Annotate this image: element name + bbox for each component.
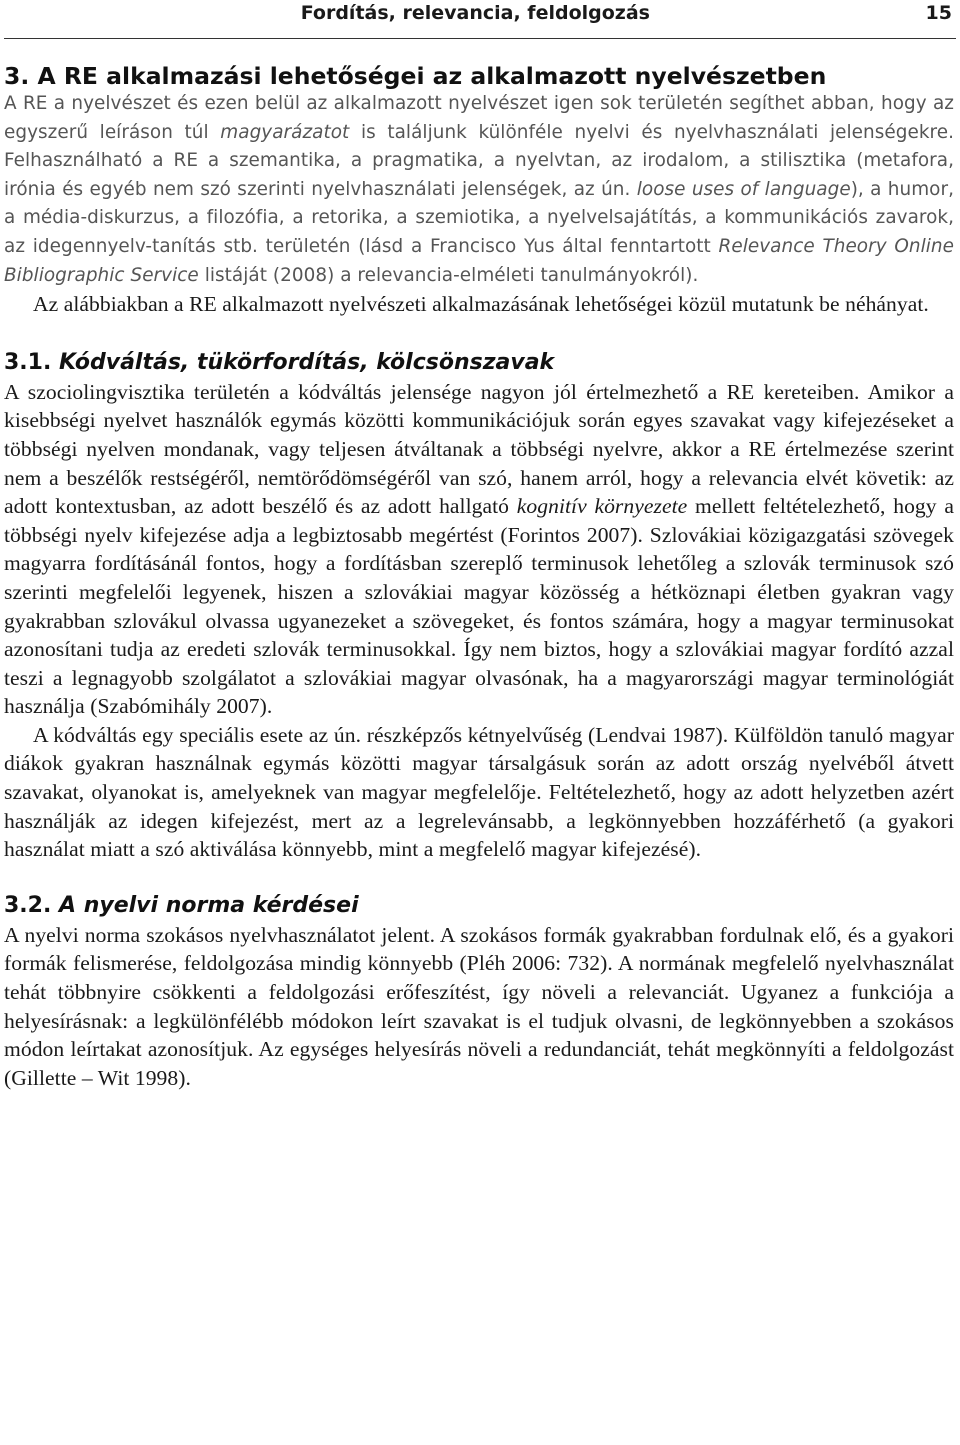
subsection-title-3-2 [4,891,954,921]
emphasis: loose uses of language [636,178,851,200]
subsection-title-3-1 [4,348,954,378]
running-header [4,0,956,39]
text-run: A szociolingvisztika területén a kódváltás jelensége nagyon jól értelmezhető a RE kereteiben. Amikor a kisebbségi nyelvet használók egymás közötti kommunikációjuk során egyes szavakat vagy kifejezéseket a többségi nyelven mondanak, vagy teljesen átváltanak a többségi nyelvre, akkor a RE értelmezése szerint nem a beszélők restségéről, nemtörődömségéről van szó, hanem arról, hogy a relevancia elvét követik: az adott kontextusban, az adott beszélő és az adott hallgató [4,379,954,519]
spacer [4,864,954,891]
text-run: listáját (2008) a relevancia-elméleti tanulmányokról). [198,264,699,286]
main-content [4,62,954,1092]
section-paragraph-2: Az alábbiakban a RE alkalmazott nyelvészeti alkalmazásának lehetőségei közül mutatunk be néhányat. [33,292,929,317]
text-run: Felhasználható a RE a szemantika, a pragmatika, a nyelvtan, az irodalom, a stilisztika (metafora, irónia és egyéb nem szó szerinti nyelvhasználati jelenségek, az ún. [4,150,954,200]
subsection-2-paragraph-1: A nyelvi norma szokásos nyelvhasználatot jelent. A szokásos formák gyakrabban fordulnak elő, és a gyakori formák felismerése, feldolgozása mindig könnyebb (Pléh 2006: 732). A normának megfelelő nyelvhasználat tehát többnyire csökkenti a feldolgozási erőfeszítést, így növeli a relevanciát. Ugyanez a funkciója a helyesírásnak: a legkülönfélébb módokon leírt szavakat is el tudjuk olvasni, de legkönnyebben a szokásos módon leírtakat azonosítjuk. Az egységes helyesírás növeli a redundanciát, tehát megkönnyíti a feldolgozást (Gillette – Wit 1998). [4,922,954,1090]
emphasis: magyarázatot [220,121,350,143]
text-run: is találjunk különféle nyelvi és nyelvhasználati jelenségekre. [349,121,954,143]
emphasis: kognitív környezete [516,494,688,519]
subsection-text: Kódváltás, tükörfordítás, kölcsönszavak [59,349,555,375]
subsection-text: A nyelvi norma kérdései [59,892,359,918]
subsection-1-paragraph-1 [4,378,954,721]
subsection-number: 3.2. [4,892,52,918]
page-number: 15 [925,2,952,24]
text-run: ), a humor, a média-diskurzus, a filozófia, a retorika, a szemiotika, a nyelvelsajátítás, a kommunikációs zavarok, az idegennyelv-tanítás stb. területén (lásd a Francisco Yus által fenntartott [4,178,954,257]
spacer [4,319,954,348]
emphasis: Relevance Theory Online Bibliographic Service [4,235,954,286]
subsection-1-paragraph-2: A kódváltás egy speciális esete az ún. részképzős kétnyelvűség (Lendvai 1987). Külföldön tanuló magyar diákok gyakran használnak egymás közötti magyar társalgásuk során az adott ország nyelvéből átvett szavakat, olyanokat is, amelyeknek van magyar megfelelője. Feltételezhető, hogy az adott helyzetben azért használják az idegen kifejezést, mert az a legrelevánsabb, a legkönnyebben hozzáférhető (a gyakori használat miatt a szó aktiválása könnyebb, mint a megfelelő magyar kifejezésé). [4,722,954,862]
running-title: Fordítás, relevancia, feldolgozás [300,2,650,24]
section-paragraph-1 [4,90,954,290]
text-run: mellett feltételezhető, hogy a többségi nyelv kifejezése adja a legbiztosabb megértést (Forintos 2007). Szlovákiai közigazgatási szövegek magyarra fordításánál fontos, hogy a fordításban szereplő terminusok lehetőleg a szlovák terminusok szó szerinti megfelelői legyenek, hiszen a szlovákiai magyar közösség a hétköznapi életben gyakran vagy gyakrabban szlovákul olvassa ugyanezeket a szövegeket, és fontos számára, hogy a magyar terminusokat azonosítani tudja az eredeti szlovák terminusokkal. Így nem biztos, hogy a szlovákiai magyar fordító azzal teszi a legnagyobb szolgálatot a szlovákiai magyar olvasónak, ha a magyarországi magyar terminológiát használja (Szabómihály 2007). [4,494,954,719]
text-run: A RE a nyelvészet és ezen belül az alkalmazott nyelvészet igen sok területén segíthet abban, hogy az egyszerű leíráson túl [4,93,954,143]
section-title: 3. A RE alkalmazási lehetőségei az alkalmazott nyelvészetben [4,62,827,90]
subsection-number: 3.1. [4,349,52,375]
